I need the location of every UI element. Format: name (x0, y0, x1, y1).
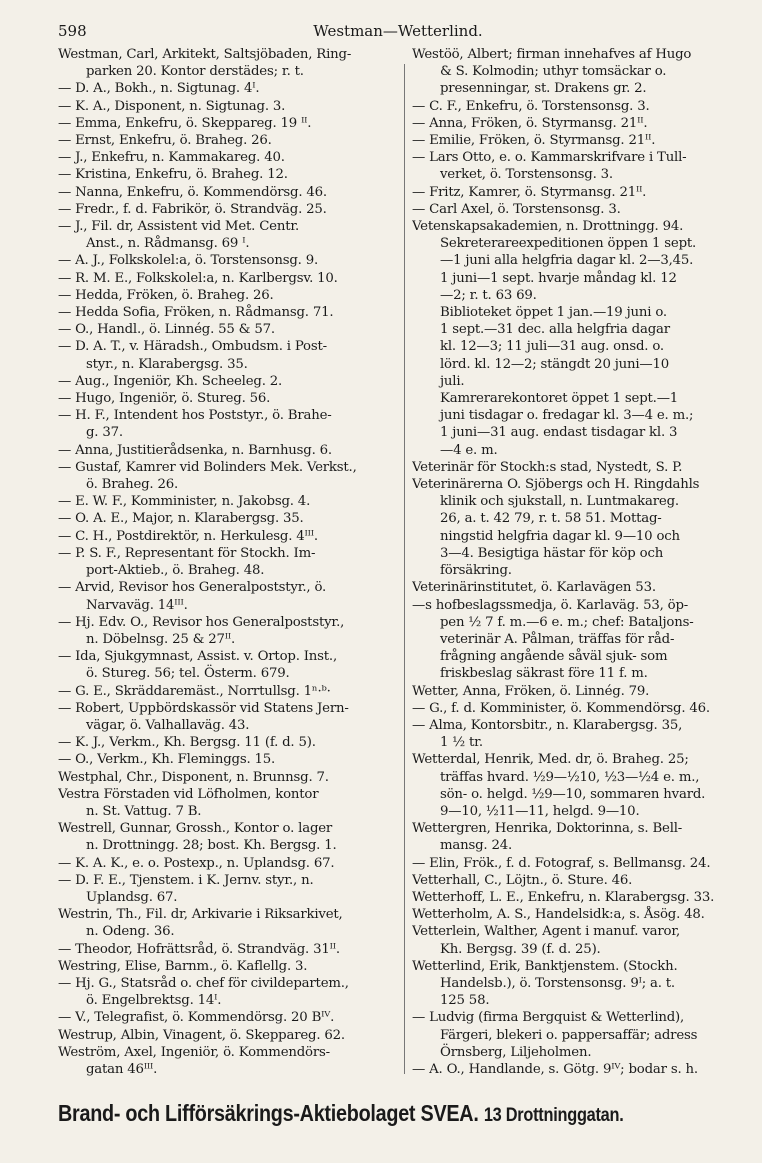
entry-continuation-line: port-Aktieb., ö. Braheg. 48. (86, 563, 265, 579)
entry-line: — Robert, Uppbördskassör vid Statens Jern- (58, 700, 349, 716)
entry-continuation-line: n. St. Vattug. 7 B. (86, 803, 202, 819)
entry-continuation-line: Handelsb.), ö. Torstensonsg. 9ᴵ; a. t. (440, 975, 675, 991)
entry-line: Wetter, Anna, Fröken, ö. Linnég. 79. (412, 683, 650, 699)
directory-entry (412, 906, 746, 923)
entry-line: — Hugo, Ingeniör, ö. Stureg. 56. (58, 391, 271, 407)
entry-line: — O., Handl., ö. Linnég. 55 & 57. (58, 322, 275, 338)
entry-line: — D. A., Bokh., n. Sigtunag. 4ᴵ. (58, 81, 260, 97)
directory-entry (412, 958, 746, 1010)
directory-entry (58, 734, 402, 751)
entry-continuation-line: juni tisdagar o. fredagar kl. 3—4 e. m.; (440, 408, 694, 424)
directory-entry (58, 700, 402, 734)
page-header (58, 22, 738, 44)
entry-line: Westring, Elise, Barnm., ö. Kaflellg. 3. (58, 958, 308, 974)
entry-line: — Lars Otto, e. o. Kammarskrifvare i Tull- (412, 150, 687, 166)
entry-line: — Elin, Frök., f. d. Fotograf, s. Bellmansg. 24. (412, 855, 711, 871)
entry-line: Veterinärinstitutet, ö. Karlavägen 53. (412, 580, 656, 596)
entry-line: — Arvid, Revisor hos Generalpoststyr., ö. (58, 580, 327, 596)
entry-continuation-line: 1 ½ tr. (440, 735, 483, 751)
directory-entry (412, 46, 746, 98)
directory-entry (412, 855, 746, 872)
entry-continuation-line: sön- o. helgd. ½9—10, sommaren hvard. (440, 786, 706, 802)
entry-line: — Kristina, Enkefru, ö. Braheg. 12. (58, 167, 288, 183)
directory-entry (58, 751, 402, 768)
directory-entry (58, 579, 402, 613)
entry-line: — Nanna, Enkefru, ö. Kommendörsg. 46. (58, 184, 327, 200)
entry-line: — D. A. T., v. Häradsh., Ombudsm. i Post- (58, 339, 327, 355)
directory-entry (58, 1009, 402, 1026)
entry-continuation-line: 125 58. (440, 993, 490, 1009)
entry-line: — K. J., Verkm., Kh. Bergsg. 11 (f. d. 5). (58, 735, 316, 751)
entry-line: Wetterholm, A. S., Handelsidk:a, s. Åsög. 48. (412, 907, 705, 923)
entry-line: Veterinärerna O. Sjöbergs och H. Ringdahls (412, 477, 700, 493)
entry-continuation-line: Sekreterareexpeditionen öppen 1 sept. (440, 236, 697, 252)
entry-continuation-line: friskbeslag säkrast före 11 f. m. (440, 666, 648, 682)
entry-line: Westrin, Th., Fil. dr, Arkivarie i Riksarkivet, (58, 907, 343, 923)
directory-entry (58, 287, 402, 304)
entry-line: — Carl Axel, ö. Torstensonsg. 3. (412, 201, 621, 217)
directory-entry (58, 149, 402, 166)
directory-entry (412, 115, 746, 132)
directory-entry (58, 769, 402, 786)
entry-line: Westöö, Albert; firman innehafves af Hugo (412, 47, 692, 62)
entry-line: Wetterlind, Erik, Banktjenstem. (Stockh. (412, 958, 678, 974)
entry-continuation-line: & S. Kolmodin; uthyr tomsäckar o. (440, 64, 667, 80)
entry-line: — G. E., Skräddaremäst., Norrtullsg. 1ⁿ·ᵇ· (58, 683, 331, 699)
entry-continuation-line: g. 37. (86, 425, 123, 441)
entry-line: — Emma, Enkefru, ö. Skeppareg. 19 ᴵᴵ. (58, 115, 312, 131)
directory-entry (412, 820, 746, 854)
directory-entry (412, 98, 746, 115)
directory-entry (58, 683, 402, 700)
entry-continuation-line: ningstid helgfria dagar kl. 9—10 och (440, 528, 680, 544)
entry-continuation-line: 9—10, ½11—11, helgd. 9—10. (440, 803, 640, 819)
directory-entry (412, 476, 746, 579)
entry-line: — C. F., Enkefru, ö. Torstensonsg. 3. (412, 98, 650, 114)
entry-continuation-line: Kh. Bergsg. 39 (f. d. 25). (440, 941, 601, 957)
directory-entry (58, 373, 402, 390)
entry-line: — Gustaf, Kamrer vid Bolinders Mek. Verkst., (58, 459, 357, 475)
entry-line: — D. F. E., Tjenstem. i K. Jernv. styr., n. (58, 872, 314, 888)
directory-entry (58, 201, 402, 218)
entry-line: Vetterlein, Walther, Agent i manuf. varor, (412, 924, 681, 940)
directory-entry (412, 889, 746, 906)
directory-entry (58, 390, 402, 407)
entry-continuation-line: vägar, ö. Valhallaväg. 43. (86, 717, 250, 733)
entry-continuation-line: Kamrerarekontoret öppet 1 sept.—1 (440, 391, 679, 407)
directory-entry (58, 941, 402, 958)
entry-line: — H. F., Intendent hos Poststyr., ö. Brahe- (58, 408, 332, 424)
entry-line: — K. A. K., e. o. Postexp., n. Uplandsg. 67. (58, 855, 335, 871)
directory-entry (58, 46, 402, 80)
directory-entry (58, 528, 402, 545)
entry-line: Wetterhoff, L. E., Enkefru, n. Klarabergsg. 33. (412, 889, 715, 905)
entry-line: Vetterhall, C., Löjtn., ö. Sture. 46. (412, 872, 633, 888)
entry-line: — J., Fil. dr, Assistent vid Met. Centr. (58, 219, 300, 235)
entry-continuation-line: mansg. 24. (440, 838, 513, 854)
entry-line: — Theodor, Hofrättsråd, ö. Strandväg. 31ᴵᴵ. (58, 941, 340, 957)
entry-line: — K. A., Disponent, n. Sigtunag. 3. (58, 98, 286, 114)
entry-line: Wetterdal, Henrik, Med. dr, ö. Braheg. 25; (412, 752, 689, 768)
directory-entry (58, 442, 402, 459)
entry-continuation-line: försäkring. (440, 563, 512, 579)
entry-line: — Anna, Justitierådsenka, n. Barnhusg. 6. (58, 442, 332, 458)
entry-line: — Emilie, Fröken, ö. Styrmansg. 21ᴵᴵ. (412, 133, 656, 149)
entry-continuation-line: Örnsberg, Liljeholmen. (440, 1044, 592, 1060)
directory-entry (58, 510, 402, 527)
entry-continuation-line: 1 juni—31 aug. endast tisdagar kl. 3 (440, 425, 678, 441)
entry-continuation-line: —4 e. m. (440, 442, 498, 458)
advertisement-company: Brand- och Lifförsäkrings-Aktiebolaget SVEA. (58, 1100, 479, 1126)
directory-entry (58, 407, 402, 441)
entry-line: — O., Verkm., Kh. Fleminggs. 15. (58, 752, 276, 768)
entry-continuation-line: 3—4. Besigtiga hästar för köp och (440, 545, 664, 561)
entry-continuation-line: n. Döbelnsg. 25 & 27ᴵᴵ. (86, 631, 236, 647)
directory-entry (412, 700, 746, 717)
directory-entry (58, 304, 402, 321)
entry-continuation-line: ö. Braheg. 26. (86, 477, 179, 493)
directory-entry (58, 270, 402, 287)
entry-line: — Fredr., f. d. Fabrikör, ö. Strandväg. 25. (58, 201, 327, 217)
entry-line: Weström, Axel, Ingeniör, ö. Kommendörs- (58, 1044, 330, 1060)
entry-line: Veterinär för Stockh:s stad, Nystedt, S. P. (412, 459, 683, 475)
entry-continuation-line: 1 sept.—31 dec. alla helgfria dagar (440, 322, 670, 338)
directory-entry (58, 906, 402, 940)
entry-line: — O. A. E., Major, n. Klarabergsg. 35. (58, 511, 304, 527)
entry-continuation-line: ö. Stureg. 56; tel. Österm. 679. (86, 666, 290, 682)
entry-line: — C. H., Postdirektör, n. Herkulesg. 4ᴵᴵᴵ. (58, 528, 318, 544)
directory-entry (58, 132, 402, 149)
entry-line: — Anna, Fröken, ö. Styrmansg. 21ᴵᴵ. (412, 115, 648, 131)
entry-continuation-line: juli. (440, 373, 465, 389)
directory-entry (412, 872, 746, 889)
entry-continuation-line: Anst., n. Rådmansg. 69 ᴵ. (86, 236, 250, 252)
entry-continuation-line: Biblioteket öppet 1 jan.—19 juni o. (440, 305, 667, 321)
entry-continuation-line: 26, a. t. 42 79, r. t. 58 51. Mottag- (440, 511, 662, 527)
directory-entry (58, 1044, 402, 1078)
directory-entry (412, 1061, 746, 1078)
directory-entry (412, 218, 746, 459)
directory-entry (58, 1027, 402, 1044)
directory-entry (58, 459, 402, 493)
directory-entry (58, 338, 402, 372)
directory-entry (58, 545, 402, 579)
entry-continuation-line: Narvaväg. 14ᴵᴵᴵ. (86, 597, 188, 613)
entry-continuation-line: gatan 46ᴵᴵᴵ. (86, 1061, 158, 1077)
directory-entry (58, 975, 402, 1009)
directory-entry (58, 80, 402, 97)
entry-line: — Alma, Kontorsbitr., n. Klarabergsg. 35, (412, 717, 683, 733)
entry-continuation-line: klinik och sjukstall, n. Luntmakareg. (440, 494, 679, 510)
entry-line: Westman, Carl, Arkitekt, Saltsjöbaden, Ring- (58, 47, 352, 62)
left-column (58, 46, 402, 1078)
directory-entry (58, 98, 402, 115)
directory-entry (58, 218, 402, 252)
entry-continuation-line: parken 20. Kontor derstädes; r. t. (86, 64, 304, 80)
directory-entry (412, 597, 746, 683)
entry-line: Wettergren, Henrika, Doktorinna, s. Bell- (412, 821, 683, 837)
entry-line: — P. S. F., Representant för Stockh. Im- (58, 545, 316, 561)
directory-entry (58, 648, 402, 682)
right-column (412, 46, 746, 1078)
directory-entry (58, 786, 402, 820)
directory-entry (58, 252, 402, 269)
entry-continuation-line: frågning angående såväl sjuk- som (440, 649, 668, 665)
entry-continuation-line: n. Drottningg. 28; bost. Kh. Bergsg. 1. (86, 838, 337, 854)
entry-line: Westrell, Gunnar, Grossh., Kontor o. lager (58, 821, 333, 837)
entry-continuation-line: verket, ö. Torstensonsg. 3. (440, 167, 613, 183)
directory-entry (412, 923, 746, 957)
entry-line: Westrup, Albin, Vinagent, ö. Skeppareg. 62. (58, 1027, 345, 1043)
entry-continuation-line: 1 juni—1 sept. hvarje måndag kl. 12 (440, 270, 677, 286)
directory-entry (412, 683, 746, 700)
directory-entry (412, 459, 746, 476)
entry-continuation-line: ö. Engelbrektsg. 14ᴵ. (86, 993, 222, 1009)
entry-continuation-line: lörd. kl. 12—2; stängdt 20 juni—10 (440, 356, 670, 372)
entry-continuation-line: styr., n. Klarabergsg. 35. (86, 356, 248, 372)
entry-line: — Hj. G., Statsråd o. chef för civildepartem., (58, 975, 349, 991)
directory-entry (412, 579, 746, 596)
entry-continuation-line: n. Odeng. 36. (86, 924, 175, 940)
page-number: 598 (58, 22, 87, 40)
directory-entry (58, 321, 402, 338)
advertisement-address: 13 Drottninggatan. (483, 1105, 624, 1126)
entry-line: — V., Telegrafist, ö. Kommendörsg. 20 Bᴵⱽ. (58, 1010, 335, 1026)
entry-line: — Hedda, Fröken, ö. Braheg. 26. (58, 287, 274, 303)
directory-entry (58, 115, 402, 132)
entry-continuation-line: Uplandsg. 67. (86, 889, 178, 905)
entry-continuation-line: Färgeri, blekeri o. pappersaffär; adress (440, 1027, 698, 1043)
entry-continuation-line: —2; r. t. 63 69. (440, 287, 537, 303)
directory-entry (412, 201, 746, 218)
directory-entry (412, 1009, 746, 1061)
entry-line: — J., Enkefru, n. Kammakareg. 40. (58, 150, 285, 166)
entry-line: Westphal, Chr., Disponent, n. Brunnsg. 7. (58, 769, 329, 785)
entry-line: — A. J., Folkskolel:a, ö. Torstensonsg. 9. (58, 253, 318, 269)
entry-continuation-line: veterinär A. Pålman, träffas för råd- (440, 631, 675, 647)
directory-entry (58, 958, 402, 975)
entry-line: — Ernst, Enkefru, ö. Braheg. 26. (58, 133, 272, 149)
entry-line: — Ludvig (firma Bergquist & Wetterlind), (412, 1010, 685, 1026)
entry-continuation-line: —1 juni alla helgfria dagar kl. 2—3,45. (440, 253, 694, 269)
entry-line: — Ida, Sjukgymnast, Assist. v. Ortop. Inst., (58, 649, 337, 665)
entry-continuation-line: pen ½ 7 f. m.—6 e. m.; chef: Bataljons- (440, 614, 694, 630)
directory-entry (412, 751, 746, 820)
directory-entry (412, 184, 746, 201)
directory-entry (58, 614, 402, 648)
entry-line: — Hj. Edv. O., Revisor hos Generalpoststyr., (58, 614, 345, 630)
entry-line: Vetenskapsakademien, n. Drottningg. 94. (412, 219, 684, 235)
entry-line: — E. W. F., Komminister, n. Jakobsg. 4. (58, 494, 311, 510)
entry-line: — R. M. E., Folkskolel:a, n. Karlbergsv. 10. (58, 270, 338, 286)
entry-line: — A. O., Handlande, s. Götg. 9ᴵⱽ; bodar s. h. (412, 1061, 698, 1077)
entry-continuation-line: träffas hvard. ½9—½10, ½3—½4 e. m., (440, 769, 700, 785)
directory-entry (58, 855, 402, 872)
entry-line: — Fritz, Kamrer, ö. Styrmansg. 21ᴵᴵ. (412, 184, 647, 200)
entry-line: — G., f. d. Komminister, ö. Kommendörsg. 46. (412, 700, 710, 716)
column-divider (404, 64, 405, 1074)
directory-entry (58, 872, 402, 906)
entry-line: Vestra Förstaden vid Löfholmen, kontor (58, 786, 319, 802)
entry-line: — Aug., Ingeniör, Kh. Scheeleg. 2. (58, 373, 283, 389)
directory-entry (58, 820, 402, 854)
entry-continuation-line: presenningar, st. Drakens gr. 2. (440, 81, 647, 97)
advertisement-banner (58, 1100, 651, 1140)
page-title: Westman—Wetterlind. (313, 22, 483, 40)
directory-entry (58, 493, 402, 510)
directory-entry (412, 149, 746, 183)
directory-entry (412, 717, 746, 751)
entry-continuation-line: kl. 12—3; 11 juli—31 aug. onsd. o. (440, 339, 664, 355)
entry-line: — Hedda Sofia, Fröken, n. Rådmansg. 71. (58, 305, 334, 321)
directory-entry (58, 166, 402, 183)
entry-line: —s hofbeslagssmedja, ö. Karlaväg. 53, öp- (412, 597, 689, 613)
directory-entry (412, 132, 746, 149)
directory-entry (58, 184, 402, 201)
